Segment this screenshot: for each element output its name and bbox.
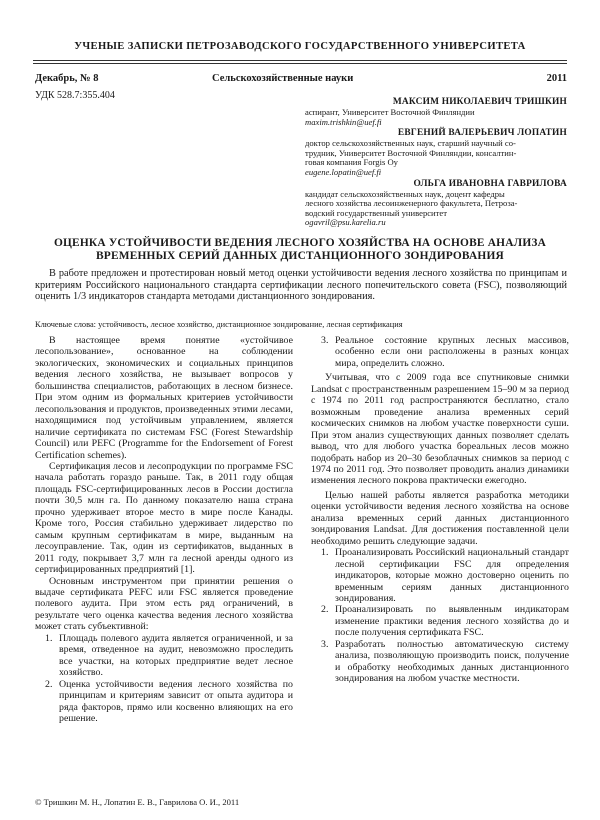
author-affiliation: доктор сельскохозяйственных наук, старший научный со- <box>305 138 516 149</box>
list-text: Оценка устойчивости ведения лесного хозяйства по принципам и критериям зависит от опыта аудитора и ряда факторов, прямо или косвенно влияющих на его решение. <box>59 678 293 724</box>
numbered-list <box>35 633 293 725</box>
journal-title: УЧЕНЫЕ ЗАПИСКИ ПЕТРОЗАВОДСКОГО ГОСУДАРСТВЕННОГО УНИВЕРСИТЕТА <box>74 41 526 52</box>
body-paragraph: Целью нашей работы является разработка методики оценки устойчивости ведения лесного хозяйства на основе анализа временных серий данных дистанционного зондирования Landsat. Для достижения поставленной цели необходимо решить следующие задачи. <box>311 489 569 547</box>
abstract <box>35 268 567 303</box>
list-text: Проанализировать по выявленным индикаторам изменение практики ведения лесного хозяйства до и после получения сертификата FSC. <box>335 604 569 639</box>
author-affiliation: аспирант, Университет Восточной Финляндии <box>305 107 475 117</box>
list-text: Площадь полевого аудита является ограниченной, и за время, отведенное на аудит, невозможно проследить все участки, на которых предприятие ведет лесное хозяйство. <box>59 632 293 679</box>
list-number: 2. <box>321 604 329 616</box>
abstract-text: В работе предложен и протестирован новый метод оценки устойчивости ведения лесного хозяйства по принципам и критериям Российского национального стандарта сертификации лесного попечительского совета (FSC), позволяющий оценить 1/3 индикаторов стандарта методами дистанционного зондирования. <box>35 268 567 303</box>
list-item <box>311 639 569 685</box>
author-affiliation: водский государственный университет <box>305 207 447 218</box>
body-paragraph: В настоящее время понятие «устойчивое лесопользование», основанное на соблюдении экологических, экономических и социальных принципов ведения лесного хозяйства, не вызывает вопросов у большинства специалистов, работающих в лесном бизнесе. При этом одним из формальных критериев устойчивости лесопользования и продуктов, произведенных этими лесами, находящимися под устойчивым управлением, является наличие сертификата по системам FSC (Forest Stewardship Council) или PEFC (Programme for the Endorsement of Forest Certification schemes). <box>35 335 293 461</box>
issue-label: Декабрь, № 8 <box>35 73 99 84</box>
author-affiliation: лесного хозяйства лесоинженерного факультета, Петроза- <box>305 198 518 209</box>
list-item <box>311 335 569 369</box>
author-name: ЕВГЕНИЙ ВАЛЕРЬЕВИЧ ЛОПАТИН <box>397 128 567 139</box>
list-number: 2. <box>45 678 53 690</box>
header-rule-top <box>33 60 567 61</box>
paper-title: ОЦЕНКА УСТОЙЧИВОСТИ ВЕДЕНИЯ ЛЕСНОГО ХОЗЯЙСТВА НА ОСНОВЕ АНАЛИЗА ВРЕМЕННЫХ СЕРИЙ ДАННЫХ ДИСТАНЦИОННОГО ЗОНДИРОВАНИЯ <box>53 237 547 262</box>
list-number: 3. <box>321 335 329 346</box>
author-affiliation: трудник, Университет Восточной Финляндии, консалтин- <box>305 147 517 158</box>
list-item <box>311 547 569 604</box>
body-paragraph: Учитывая, что с 2009 года все спутниковые снимки Landsat с пространственным разрешением 15–90 м за период с 1974 по 2011 год распространяются бесплатно, стало возможным проведение анализа временных серий космических снимков на любом участке поверхности суши. При этом анализ существующих данных позволяет сделать вывод, что для любого участка бореальных лесов можно подобрать набор из 20–30 безоблачных снимков за период с 1974 по 2011 год. Это позволяет проводить анализ динамики изменения лесного покрова практически ежегодно. <box>311 372 569 487</box>
author-affiliation: говая компания Forgis Oy <box>305 157 398 168</box>
numbered-list <box>311 335 569 369</box>
header-rule-bottom <box>33 63 567 64</box>
numbered-list <box>311 547 569 684</box>
year-label: 2011 <box>546 73 567 84</box>
author-2 <box>305 128 567 177</box>
body-paragraph: Сертификация лесов и лесопродукции по программе FSC начала работать гораздо раньше. Так, в 2011 году общая площадь FSC-сертифицированных лесов в России достигла почти 30,5 млн га. По данному показателю наша страна прочно удерживает второе место в мире после Канады. Кроме того, Россия стабильно удерживает лидерство по самым крупным сертификатам в мире, выданным на лесоуправление. Так, один из сертификатов, выданных в 2011 году, покрывает 3,7 млн га лесной аренды одного из сертифицированных предприятий [1]. <box>35 460 293 576</box>
list-text: Разработать полностью автоматическую систему анализа, позволяющую производить поиск, получение и обработку необходимых данных дистанционного зондирования на любом участке местности. <box>335 638 569 685</box>
author-1 <box>305 97 567 127</box>
list-number: 1. <box>45 632 53 644</box>
author-name: ОЛЬГА ИВАНОВНА ГАВРИЛОВА <box>413 178 567 189</box>
section-label: Сельскохозяйственные науки <box>212 73 354 84</box>
list-number: 1. <box>321 547 329 559</box>
author-name: МАКСИМ НИКОЛАЕВИЧ ТРИШКИН <box>392 97 567 107</box>
author-affiliation: кандидат сельскохозяйственных наук, доцент кафедры <box>305 188 505 199</box>
author-3 <box>305 179 567 228</box>
list-text: Проанализировать Российский национальный стандарт лесной сертификации FSC для определения индикаторов, которые можно достоверно оценить по временным сериям данных дистанционного зондирования. <box>335 547 569 604</box>
list-item <box>35 633 293 679</box>
left-column <box>35 335 293 724</box>
list-text: Реальное состояние крупных лесных массивов, особенно если они расположены в разных концах мира, определить сложно. <box>335 335 569 369</box>
udc-code: УДК 528.7:355.404 <box>35 90 115 101</box>
author-email[interactable]: maxim.trishkin@uef.fi <box>305 116 382 127</box>
author-email[interactable]: eugene.lopatin@uef.fi <box>305 166 382 177</box>
list-item <box>35 679 293 725</box>
copyright: © Тришкин М. Н., Лопатин Е. В., Гаврилова О. И., 2011 <box>35 797 240 807</box>
keywords: Ключевые слова: устойчивость, лесное хозяйство, дистанционное зондирование, лесная сертификация <box>35 320 403 329</box>
authors-block <box>305 96 567 228</box>
list-item <box>311 604 569 638</box>
author-email[interactable]: ogavril@psu.karelia.ru <box>305 217 386 228</box>
right-column <box>311 335 569 685</box>
list-number: 3. <box>321 638 329 650</box>
body-paragraph: Основным инструментом при принятии решения о выдаче сертификата PEFC или FSC является проведение полевого аудита. При этом есть ряд ограничений, в результате чего оценка качества ведения лесного хозяйства может стать субъективной: <box>35 575 293 633</box>
